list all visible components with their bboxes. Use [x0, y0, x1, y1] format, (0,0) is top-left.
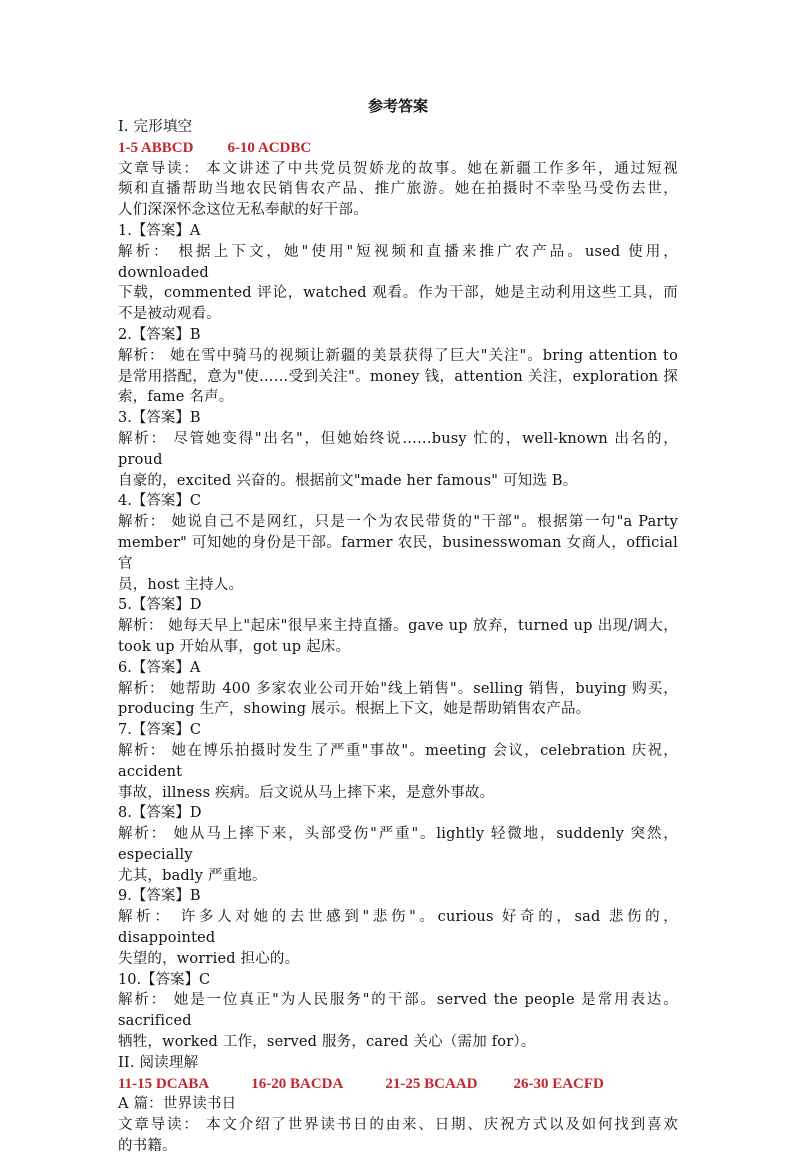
answer-label: 6.【答案】A: [118, 659, 201, 676]
answer-label: 1.【答案】A: [118, 222, 201, 239]
answer-group: 16-20 BACDA: [251, 1075, 344, 1092]
answer-label: 10.【答案】C: [118, 971, 211, 988]
explanation-item: [118, 803, 678, 886]
answer-group: 6-10 ACDBC: [227, 139, 312, 156]
cloze-intro: [118, 159, 678, 221]
explanation-line: 解析： 她在雪中骑马的视频让新疆的美景获得了巨大"关注"。bring attention to: [118, 347, 678, 364]
explanation-line: 解析： 她每天早上"起床"很早来主持直播。gave up 放弃，turned up 出现/调大，: [118, 618, 678, 635]
explanation-line: 解析： 尽管她变得"出名"，但她始终说……busy 忙的，well-known 出名的，proud: [118, 430, 678, 468]
explanation-line: 解析： 她从马上摔下来，头部受伤"严重"。lightly 轻微地，suddenly 突然，especially: [118, 826, 678, 863]
answer-group: 1-5 ABBCD: [118, 139, 194, 156]
intro-line: 频和直播帮助当地农民销售农产品、推广旅游。她在拍摄时不幸坠马受伤去世，: [118, 181, 678, 198]
cloze-answer-summary: [118, 138, 678, 159]
explanation-line: 是常用搭配，意为"使……受到关注"。money 钱，attention 关注，exploration 探: [118, 368, 678, 385]
explanation-line: 解析： 她在博乐拍摄时发生了严重"事故"。meeting 会议，celebration 庆祝，accident: [118, 742, 678, 780]
explanation-line: 索，fame 名声。: [118, 389, 234, 406]
cloze-explanations: [118, 221, 678, 1053]
answer-key-content: [118, 95, 678, 1157]
answer-group: 21-25 BCAAD: [385, 1075, 478, 1092]
explanation-line: 解析： 她说自己不是网红，只是一个为农民带货的"干部"。根据第一句"a Party: [118, 514, 678, 531]
explanation-item: [118, 886, 678, 969]
passage-a-heading: A 篇：世界读书日: [118, 1096, 237, 1113]
intro-line: 文章导读： 本文介绍了世界读书日的由来、日期、庆祝方式以及如何找到喜欢: [118, 1117, 678, 1134]
explanation-line: 自豪的，excited 兴奋的。根据前文"made her famous" 可知选 B。: [118, 472, 578, 489]
intro-line: 的书籍。: [118, 1138, 177, 1155]
explanation-item: [118, 970, 678, 1053]
reading-answer-summary: [118, 1074, 678, 1095]
answer-label: 2.【答案】B: [118, 326, 201, 343]
explanation-line: 解析： 她是一位真正"为人民服务"的干部。served the people 是常用表达。sacrificed: [118, 992, 678, 1030]
explanation-line: 下载，commented 评论，watched 观看。作为干部，她是主动利用这些工具，而: [118, 285, 678, 302]
explanation-line: 失望的，worried 担心的。: [118, 950, 300, 967]
answer-group: 26-30 EACFD: [513, 1075, 604, 1092]
intro-line: 人们深深怀念这位无私奉献的好干部。: [118, 202, 368, 219]
page-title: 参考答案: [367, 97, 428, 115]
explanation-line: 不是被动观看。: [118, 306, 221, 323]
explanation-line: member" 可知她的身份是干部。farmer 农民，businesswoman 女商人，official 官: [118, 534, 678, 572]
answer-label: 8.【答案】D: [118, 805, 202, 822]
section-heading-reading: II. 阅读理解: [118, 1054, 199, 1071]
explanation-line: 事故，illness 疾病。后文说从马上摔下来，是意外事故。: [118, 784, 495, 801]
intro-line: 文章导读： 本文讲述了中共党员贺娇龙的故事。她在新疆工作多年，通过短视: [118, 160, 678, 177]
explanation-line: took up 开始从事，got up 起床。: [118, 638, 351, 655]
answer-label: 3.【答案】B: [118, 410, 201, 427]
answer-label: 5.【答案】D: [118, 597, 202, 614]
explanation-line: 解析： 许多人对她的去世感到"悲伤"。curious 好奇的，sad 悲伤的，disappointed: [118, 909, 678, 947]
explanation-item: [118, 658, 678, 720]
explanation-item: [118, 408, 678, 491]
explanation-line: 尤其，badly 严重地。: [118, 867, 267, 884]
answer-label: 9.【答案】B: [118, 888, 201, 905]
section-heading-cloze: I. 完形填空: [118, 119, 193, 135]
explanation-line: producing 生产，showing 展示。根据上下文，她是帮助销售农产品。: [118, 701, 591, 718]
explanation-line: 解析： 她帮助 400 多家农业公司开始"线上销售"。selling 销售，buying 购买，: [118, 680, 678, 697]
answer-label: 4.【答案】C: [118, 493, 201, 510]
explanation-item: [118, 720, 678, 803]
answer-group: 11-15 DCABA: [118, 1075, 210, 1092]
explanation-item: [118, 595, 678, 657]
explanation-item: [118, 221, 678, 325]
explanation-line: 牺牲，worked 工作，served 服务，cared 关心（需加 for）。: [118, 1034, 536, 1051]
explanation-item: [118, 491, 678, 595]
answer-label: 7.【答案】C: [118, 722, 201, 739]
explanation-item: [118, 325, 678, 408]
explanation-line: 解析： 根据上下文，她"使用"短视频和直播来推广农产品。used 使用，downloaded: [118, 243, 678, 281]
explanation-line: 员，host 主持人。: [118, 576, 244, 593]
